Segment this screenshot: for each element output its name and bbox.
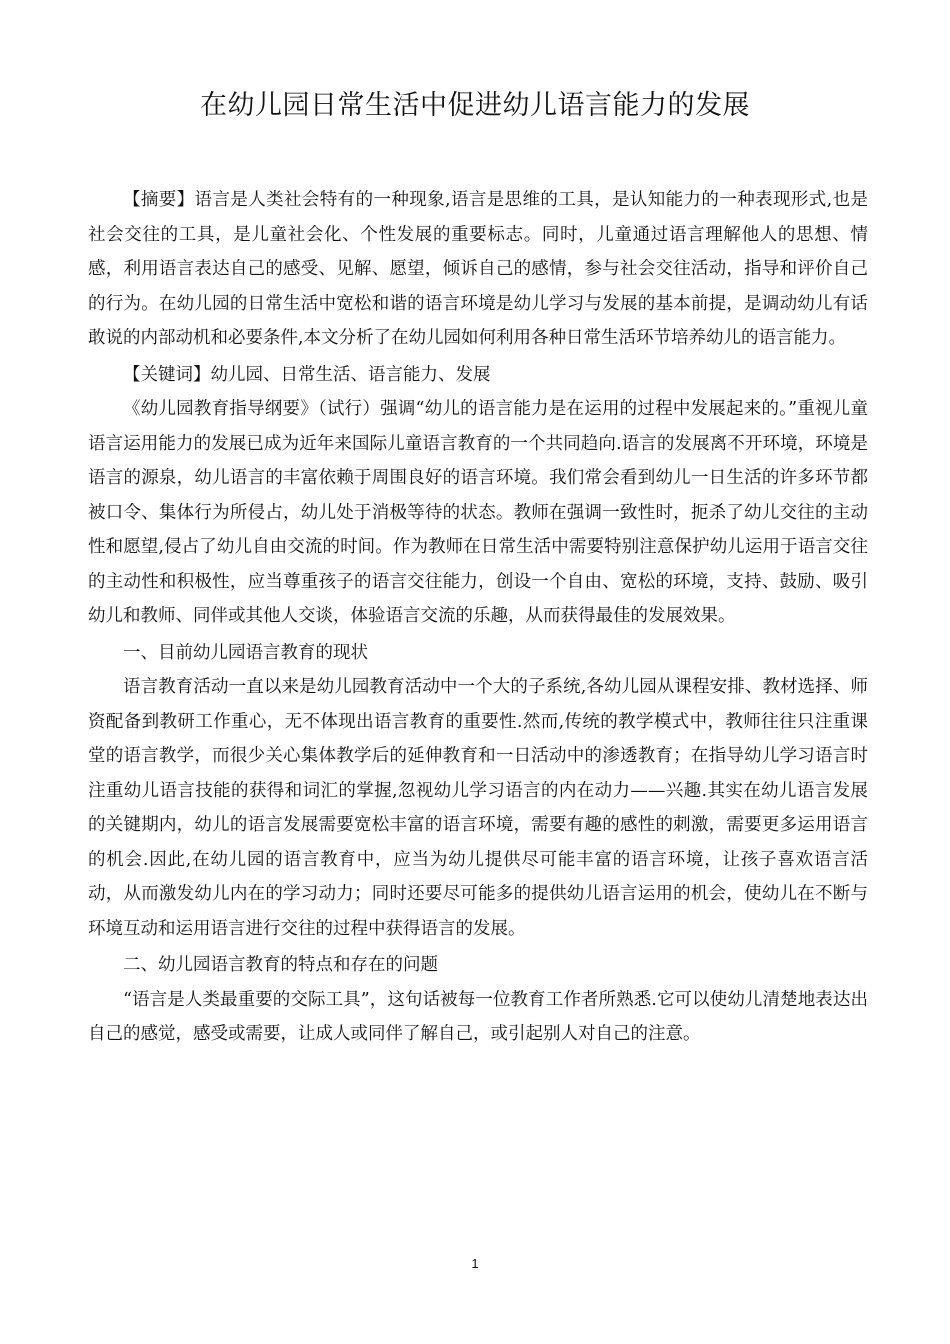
abstract-paragraph: 【摘要】语言是人类社会特有的一种现象,语言是思维的工具，是认知能力的一种表现形式,也是社会交往的工具，是儿童社会化、个性发展的重要标志。同时，儿童通过语言理解他人的思想、情感，利用语言表达自己的感受、见解、愿望，倾诉自己的感情，参与社会交往活动，指导和评价自己的行为。在幼儿园的日常生活中宽松和谐的语言环境是幼儿学习与发展的基本前提，是调动幼儿有话敢说的内部动机和必要条件,本文分析了在幼儿园如何利用各种日常生活环节培养幼儿的语言能力。 (88, 190, 868, 348)
section-heading-1: 一、目前幼儿园语言教育的现状 (123, 642, 368, 663)
section-heading-2: 二、幼儿园语言教育的特点和存在的问题 (123, 955, 438, 975)
section-2-paragraph: “语言是人类最重要的交际工具”，这句话被每一位教育工作者所熟悉.它可以使幼儿清楚地表达出自己的感觉，感受或需要，让成人或同伴了解自己，或引起别人对自己的注意。 (88, 989, 868, 1044)
document-body (88, 183, 868, 1052)
keywords-paragraph: 【关键词】幼儿园、日常生活、语言能力、发展 (123, 364, 491, 385)
section-1-paragraph: 语言教育活动一直以来是幼儿园教育活动中一个大的子系统,各幼儿园从课程安排、教材选择、师资配备到教研工作重心，无不体现出语言教育的重要性.然而,传统的教学模式中，教师往往只注重课堂的语言教学，而很少关心集体教学后的延伸教育和一日活动中的渗透教育；在指导幼儿学习语言时注重幼儿语言技能的获得和词汇的掌握,忽视幼儿学习语言的内在动力——兴趣.其实在幼儿语言发展的关键期内，幼儿的语言发展需要宽松丰富的语言环境，需要有趣的感性的刺激，需要更多运用语言的机会.因此,在幼儿园的语言教育中，应当为幼儿提供尽可能丰富的语言环境，让孩子喜欢语言活动，从而激发幼儿内在的学习动力；同时还要尽可能多的提供幼儿语言运用的机会，使幼儿在不断与环境互动和运用语言进行交往的过程中获得语言的发展。 (88, 677, 868, 939)
page-number: 1 (471, 1256, 479, 1271)
document-title: 在幼儿园日常生活中促进幼儿语言能力的发展 (200, 90, 750, 121)
intro-paragraph: 《幼儿园教育指导纲要》（试行）强调“幼儿的语言能力是在运用的过程中发展起来的。”重视儿童语言运用能力的发展已成为近年来国际儿童语言教育的一个共同趋向.语言的发展离不开环境，环境是语言的源泉，幼儿语言的丰富依赖于周围良好的语言环境。我们常会看到幼儿一日生活的许多环节都被口令、集体行为所侵占，幼儿处于消极等待的状态。教师在强调一致性时，扼杀了幼儿交往的主动性和愿望,侵占了幼儿自由交流的时间。作为教师在日常生活中需要特别注意保护幼儿运用于语言交往的主动性和积极性，应当尊重孩子的语言交往能力，创设一个自由、宽松的环境，支持、鼓励、吸引幼儿和教师、同伴或其他人交谈，体验语言交流的乐趣，从而获得最佳的发展效果。 (88, 399, 868, 626)
